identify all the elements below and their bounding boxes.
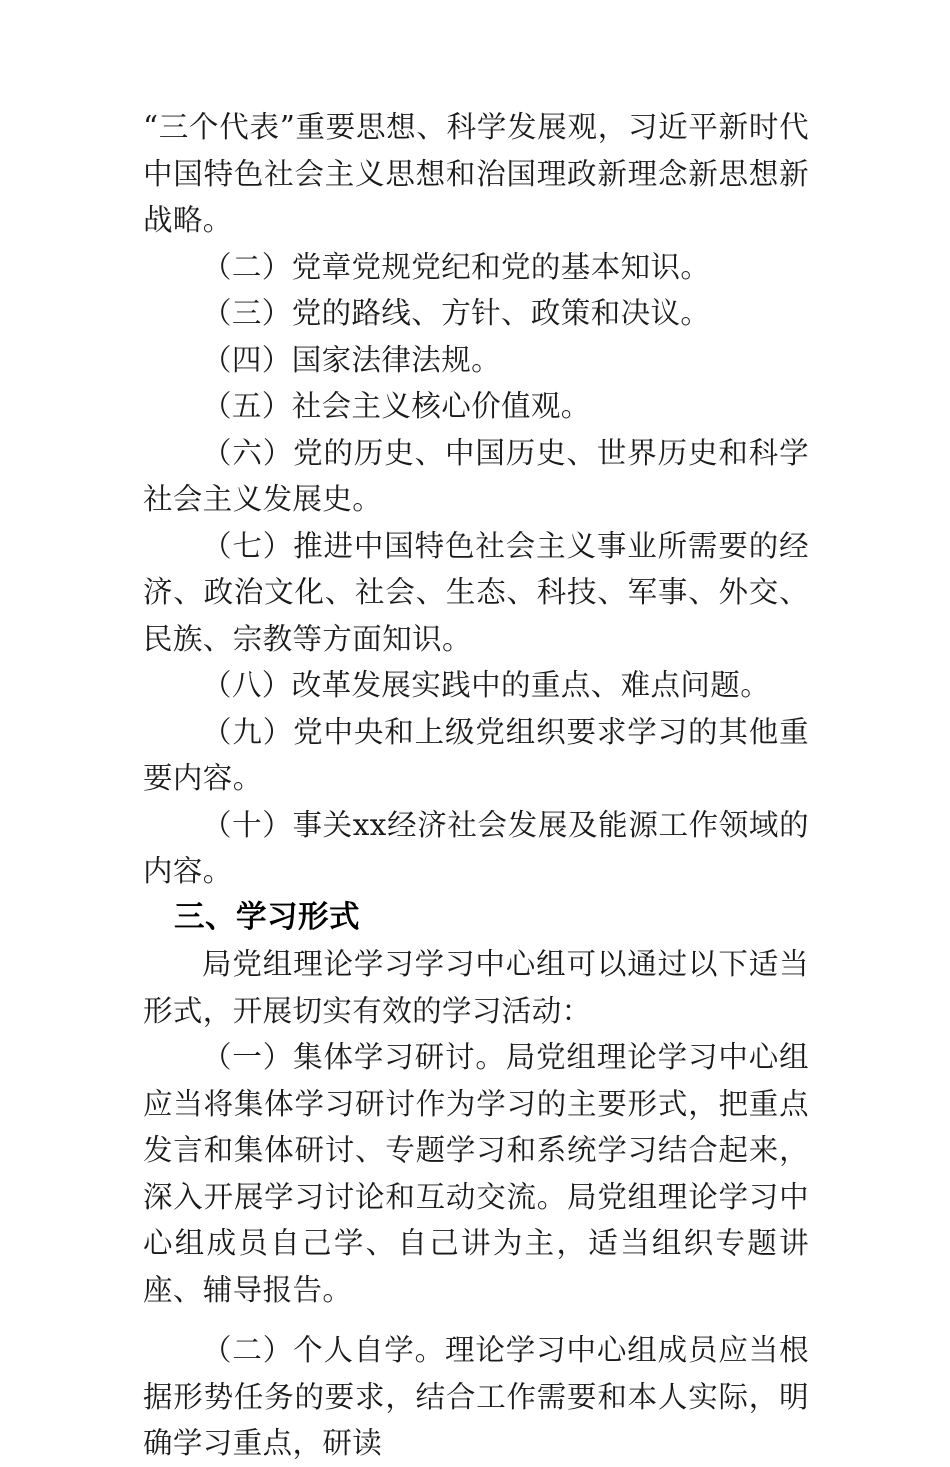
list-item-6: （六）党的历史、中国历史、世界历史和科学社会主义发展史。 [143,435,809,516]
section-heading-3: 三、学习形式 [174,899,360,935]
list-item-5: （五）社会主义核心价值观。 [202,389,591,423]
document-text-body [143,104,809,1467]
list-item-4: （四）国家法律法规。 [202,342,502,377]
list-item-7: （七）推进中国特色社会主义事业所需要的经济、政治文化、社会、生态、科技、军事、外交、民族、宗教等方面知识。 [143,528,809,656]
list-item-10: （十）事关xx经济社会发展及能源工作领域的内容。 [143,807,809,888]
section3-list-item-1: （一）集体学习研讨。局党组理论学习中心组应当将集体学习研讨作为学习的主要形式，把重点发言和集体研讨、专题学习和系统学习结合起来，深入开展学习讨论和互动交流。局党组理论学习中心组成员自己学、自己讲为主，适当组织专题讲座、辅导报告。 [143,1040,809,1307]
section3-intro-paragraph: 局党组理论学习学习中心组可以通过以下适当形式，开展切实有效的学习活动： [143,947,809,1028]
list-item-9: （九）党中央和上级党组织要求学习的其他重要内容。 [143,714,809,795]
continued-paragraph: “三个代表”重要思想、科学发展观，习近平新时代中国特色社会主义思想和治国理政新理念新思想新战略。 [143,110,809,237]
list-item-8: （八）改革发展实践中的重点、难点问题。 [202,668,771,702]
section3-list-item-2: （二）个人自学。理论学习中心组成员应当根据形势任务的要求，结合工作需要和本人实际，明确学习重点，研读 [143,1333,809,1460]
list-item-2: （二）党章党规党纪和党的基本知识。 [202,249,711,284]
paragraph-spacer [143,1313,809,1327]
list-item-3: （三）党的路线、方针、政策和决议。 [202,296,711,330]
